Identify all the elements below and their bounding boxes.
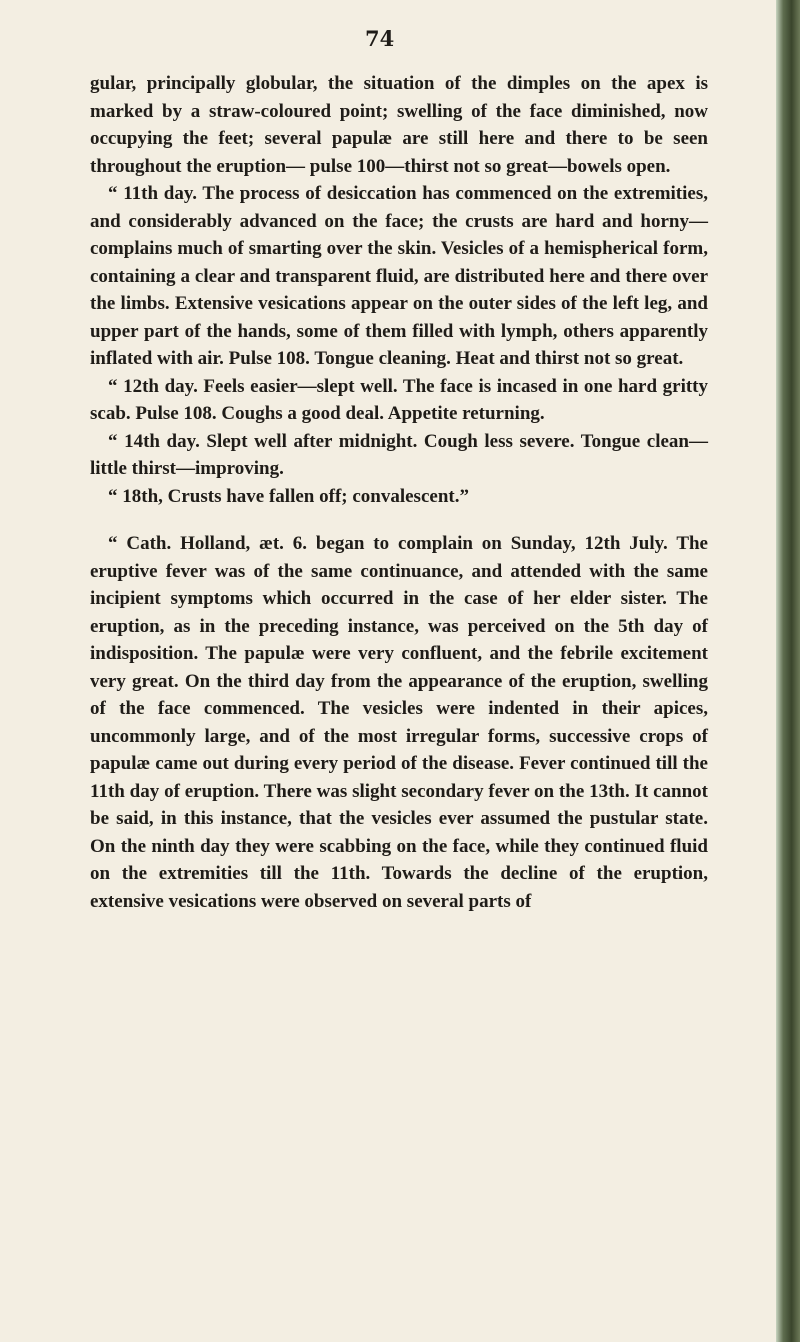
paragraph-day-18: “ 18th, Crusts have fallen off; convalescent.” [108, 485, 469, 507]
paragraph-gap [90, 510, 708, 530]
page-number: 74 [365, 26, 395, 51]
paragraph-cath-holland: “ Cath. Holland, æt. 6. began to complain on Sunday, 12th July. The eruptive fever was of the same continuance, and attended with the same incipient symptoms which occurred in the case of her elder sister. The eruption, as in the preceding instance, was perceived on the 5th day of indisposition. The papulæ were very confluent, and the febrile excitement very great. On the third day from the appearance of the eruption, swelling of the face commenced. The vesicles were indented in their apices, uncommonly large, and of the most irregular forms, successive crops of papulæ came out during every period of the disease. Fever continued till the 11th day of eruption. There was slight secondary fever on the 13th. It cannot be said, in this instance, that the vesicles ever assumed the pustular state. On the ninth day they were scabbing on the face, while they continued fluid on the extremities till the 11th. Towards the decline of the eruption, extensive vesications were observed on several parts of [90, 533, 708, 912]
paragraph-day-14: “ 14th day. Slept well after midnight. Cough less severe. Tongue clean—little thirst—improving. [90, 430, 708, 479]
book-spine-edge [776, 0, 800, 1342]
body-text [90, 70, 708, 915]
paragraph-day-12: “ 12th day. Feels easier—slept well. The face is incased in one hard gritty scab. Pulse 108. Coughs a good deal. Appetite returning. [90, 375, 708, 424]
paragraph-day-11: “ 11th day. The process of desiccation has commenced on the extremities, and considerably advanced on the face; the crusts are hard and horny—complains much of smarting over the skin. Vesicles of a hemispherical form, containing a clear and transparent fluid, are distributed here and there over the limbs. Extensive vesications appear on the outer sides of the left leg, and upper part of the hands, some of them filled with lymph, others apparently inflated with air. Pulse 108. Tongue cleaning. Heat and thirst not so great. [90, 183, 708, 369]
paragraph-continuation: gular, principally globular, the situation of the dimples on the apex is marked by a straw-coloured point; swelling of the face diminished, now occupying the feet; several papulæ are still here and there to be seen throughout the eruption— pulse 100—thirst not so great—bowels open. [90, 73, 708, 177]
